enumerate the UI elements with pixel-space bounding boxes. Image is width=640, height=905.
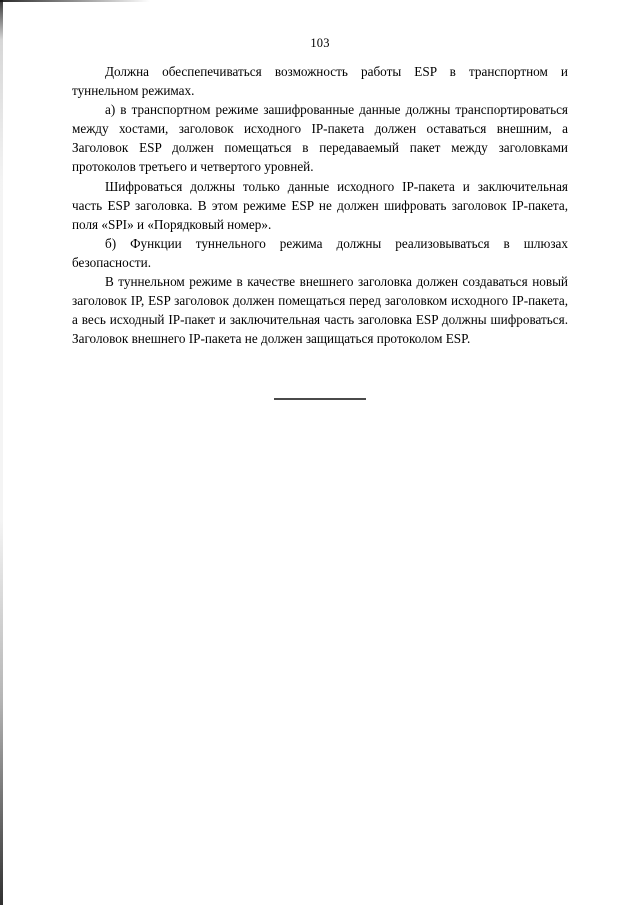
paragraph-intro: Должна обеспепечиваться возможность работы ESP в транспортном и туннельном режимах.: [72, 64, 568, 99]
page-number: 103: [310, 36, 330, 50]
separator-container: [0, 390, 640, 408]
scan-edge-left: [0, 0, 3, 905]
body-text: [72, 62, 568, 348]
paragraph-item-b: б) Функции туннельного режима должны реализовываться в шлюзах безопасности.: [72, 235, 568, 270]
paragraph-encryption-scope: Шифроваться должны только данные исходного IP-пакета и заключительная часть ESP заголовка. В этом режиме ESP не должен шифровать заголовок IP-пакета, поля «SPI» и «Порядковый номер».: [72, 178, 568, 232]
paragraph-item-a: а) в транспортном режиме зашифрованные данные должны транспортироваться между хостами, заголовок исходного IP-пакета должен оставаться внешним, а Заголовок ESP должен помещаться в передаваемый пакет между заголовками протоколов третьего и четвертого уровней.: [72, 102, 568, 175]
scan-edge-top: [0, 0, 640, 2]
horizontal-rule: [274, 398, 366, 400]
paragraph-tunnel-mode: В туннельном режиме в качестве внешнего заголовка должен создаваться новый заголовок IP, ESP заголовок должен помещаться перед заголовком исходного IP-пакета, а весь исходный IP-пакет и заключительная часть заголовка ESP должны шифроваться. Заголовок внешнего IP-пакета не должен защищаться протоколом ESP.: [72, 274, 568, 347]
